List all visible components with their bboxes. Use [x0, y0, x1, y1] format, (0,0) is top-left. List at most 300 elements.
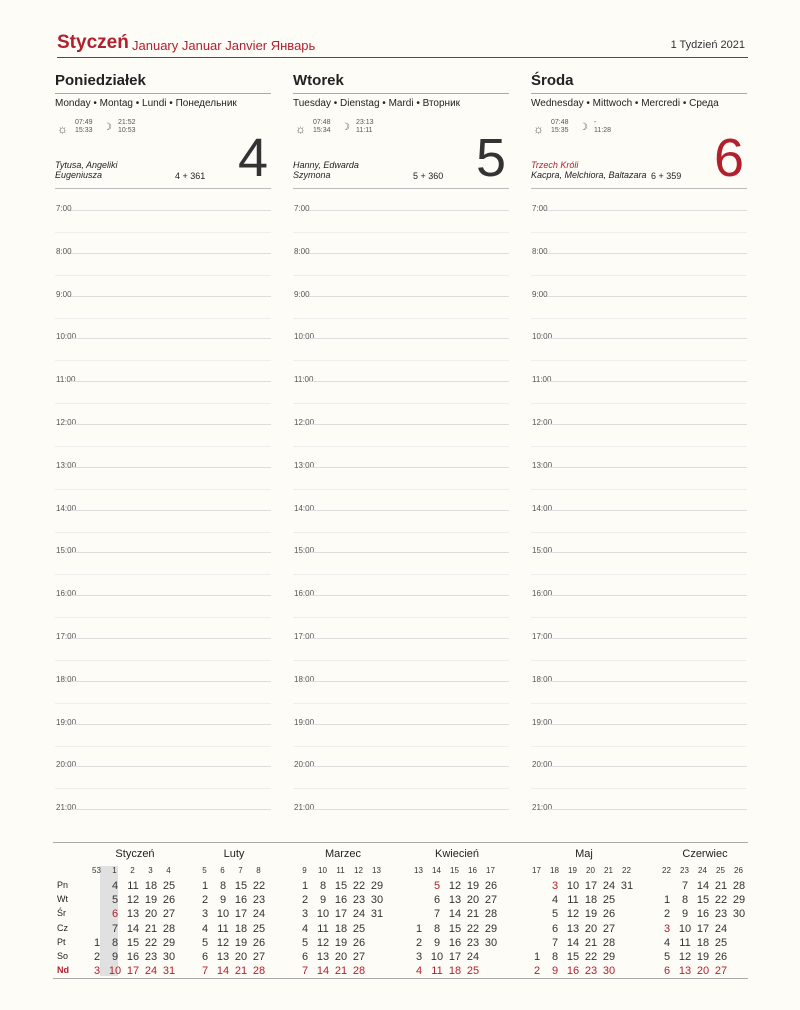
calendar-week-number: 4: [166, 866, 171, 875]
calendar-day: 20: [234, 951, 248, 963]
calendar-day: 26: [162, 894, 176, 907]
calendar-weekday-label: So: [57, 951, 69, 961]
calendar-day: 16: [334, 894, 348, 907]
calendar-day: 3: [201, 908, 209, 921]
calendar-day: 14: [126, 922, 140, 935]
calendar-day: 13: [678, 965, 692, 978]
calendar-day: 28: [484, 908, 498, 921]
slot-time-label: 14:00: [294, 503, 315, 513]
slot-line: [71, 638, 271, 639]
sun-icon: ☼: [295, 122, 306, 136]
slot-line: [547, 595, 747, 596]
time-slot[interactable]: [531, 290, 747, 333]
day-name: Środa: [531, 72, 574, 89]
slot-line: [547, 381, 747, 382]
calendar-day: 13: [448, 894, 462, 907]
calendar-day: 24: [466, 951, 480, 963]
calendar-day: 2: [533, 965, 541, 978]
slot-line: [309, 381, 509, 382]
slot-line: [547, 681, 747, 682]
calendar-day: 21: [234, 965, 248, 978]
slot-line: [71, 381, 271, 382]
time-slot[interactable]: [293, 461, 509, 504]
slot-half-line: [293, 660, 509, 661]
calendar-day: 4: [551, 894, 559, 907]
calendar-day: 28: [162, 922, 176, 935]
calendar-day: 2: [663, 908, 671, 921]
moon-icon: ☽: [579, 122, 588, 133]
slot-time-label: 20:00: [532, 760, 553, 770]
slot-line: [71, 809, 271, 810]
time-slot[interactable]: [531, 461, 747, 504]
time-slot[interactable]: [531, 760, 747, 803]
calendar-day: 18: [448, 965, 462, 978]
time-slot[interactable]: [293, 760, 509, 803]
slot-time-label: 19:00: [56, 717, 77, 727]
slot-line: [71, 296, 271, 297]
page-header: [57, 30, 748, 58]
calendar-day: 18: [584, 894, 598, 907]
time-slot[interactable]: [293, 589, 509, 632]
calendar-day: 15: [696, 894, 710, 907]
calendar-weekday-label: Pn: [57, 880, 69, 890]
calendar-day: 24: [252, 908, 266, 921]
slot-time-label: 10:00: [532, 332, 553, 342]
time-slot[interactable]: [531, 803, 747, 846]
calendar-day: 11: [317, 922, 329, 935]
time-slot[interactable]: [293, 290, 509, 333]
time-slot[interactable]: [293, 375, 509, 418]
calendar-day: 22: [144, 936, 158, 949]
time-slot[interactable]: [55, 461, 271, 504]
calendar-week-number: 24: [698, 866, 707, 875]
calendar-month-name: Luty: [223, 848, 245, 860]
slot-time-label: 14:00: [532, 503, 553, 513]
slot-line: [547, 638, 747, 639]
time-slot[interactable]: [55, 632, 271, 675]
moonrise-time: 23:13: [356, 119, 374, 126]
calendar-day: 3: [415, 951, 423, 963]
time-slot[interactable]: [531, 418, 747, 461]
day-name-divider: [531, 93, 747, 94]
slot-half-line: [531, 489, 747, 490]
slot-time-label: 20:00: [56, 760, 77, 770]
calendar-week-number: 1: [112, 866, 117, 875]
calendar-day: 1: [415, 922, 423, 935]
slot-line: [309, 210, 509, 211]
calendar-day: 18: [334, 922, 348, 935]
time-slot[interactable]: [55, 504, 271, 547]
time-slot[interactable]: [55, 803, 271, 846]
slot-half-line: [293, 446, 509, 447]
calendar-day: 20: [584, 922, 598, 935]
time-slot[interactable]: [55, 589, 271, 632]
calendar-day: 21: [466, 908, 480, 921]
calendar-day: 20: [334, 951, 348, 963]
sunrise-time: 07:48: [313, 119, 331, 126]
calendar-day: 27: [484, 894, 498, 907]
month-title: Styczeń: [57, 32, 129, 53]
day-name-divider: [55, 93, 271, 94]
calendar-top-divider: [53, 842, 748, 843]
calendar-week-number: 14: [432, 866, 441, 875]
calendar-day: 19: [584, 908, 598, 921]
calendar-week-number: 22: [662, 866, 671, 875]
calendar-week-number: 6: [220, 866, 225, 875]
calendar-day: 24: [714, 922, 728, 935]
slot-line: [71, 338, 271, 339]
calendar-weekday-label: Cz: [57, 922, 68, 933]
slot-line: [547, 338, 747, 339]
slot-time-label: 21:00: [532, 803, 553, 813]
slot-half-line: [531, 703, 747, 704]
calendar-day: 28: [602, 936, 616, 949]
time-slot[interactable]: [55, 760, 271, 803]
time-slot[interactable]: [531, 546, 747, 589]
calendar-day: 23: [252, 894, 266, 907]
slot-time-label: 11:00: [532, 375, 552, 385]
slot-half-line: [55, 788, 271, 789]
slot-line: [547, 510, 747, 511]
calendar-day: 30: [484, 936, 498, 949]
slot-time-label: 16:00: [56, 589, 77, 599]
slot-line: [309, 552, 509, 553]
calendar-day: 12: [448, 880, 462, 892]
slot-line: [71, 467, 271, 468]
calendar-day: 11: [431, 965, 443, 978]
time-slot[interactable]: [55, 418, 271, 461]
slot-half-line: [55, 489, 271, 490]
time-slot[interactable]: [531, 589, 747, 632]
calendar-day: 24: [602, 880, 616, 892]
calendar-week-number: 26: [734, 866, 743, 875]
slot-time-label: 13:00: [294, 460, 315, 470]
slot-half-line: [531, 788, 747, 789]
calendar-day: 11: [567, 894, 579, 907]
calendar-week-number: 17: [532, 866, 541, 875]
sun-times: [75, 119, 93, 135]
calendar-day: 7: [111, 922, 119, 935]
calendar-weekday-label: Pt: [57, 936, 66, 947]
calendar-day: 1: [533, 951, 541, 963]
sunset-time: 15:33: [75, 127, 93, 134]
calendar-day: 21: [144, 922, 158, 935]
calendar-week-number: 17: [486, 866, 495, 875]
names-line-1: Hanny, Edwarda: [293, 160, 359, 170]
slot-half-line: [531, 403, 747, 404]
slot-line: [547, 766, 747, 767]
calendar-day: 19: [696, 951, 710, 963]
time-slot[interactable]: [531, 332, 747, 375]
slot-time-label: 15:00: [294, 546, 315, 556]
calendar-day: 8: [219, 880, 227, 892]
calendar-day: 23: [352, 894, 366, 907]
calendar-day: 5: [663, 951, 671, 963]
calendar-day: 6: [551, 922, 559, 935]
slot-half-line: [293, 746, 509, 747]
sunrise-time: 07:49: [75, 119, 93, 126]
calendar-day: 13: [566, 922, 580, 935]
moon-icon: ☽: [341, 122, 350, 133]
sun-icon: ☼: [533, 122, 544, 136]
calendar-day: 15: [448, 922, 462, 935]
moonset-time: 11:11: [356, 127, 373, 134]
calendar-day: 16: [126, 951, 140, 963]
calendar-day: 17: [584, 880, 598, 892]
day-name-divider: [293, 93, 509, 94]
slot-half-line: [293, 318, 509, 319]
time-slot[interactable]: [531, 375, 747, 418]
calendar-day: 14: [696, 880, 710, 892]
time-slot[interactable]: [55, 675, 271, 718]
time-slot[interactable]: [55, 247, 271, 290]
calendar-day: 7: [433, 908, 441, 921]
moonset-time: 10:53: [118, 127, 136, 134]
time-slot[interactable]: [293, 632, 509, 675]
calendar-day: 8: [681, 894, 689, 907]
calendar-day: 21: [584, 936, 598, 949]
calendar-week-number: 3: [148, 866, 153, 875]
day-counter: 4 + 361: [175, 171, 206, 181]
moonrise-time: -: [594, 119, 597, 126]
calendar-day: 2: [415, 936, 423, 949]
time-slot[interactable]: [293, 332, 509, 375]
slot-half-line: [293, 489, 509, 490]
slot-line: [309, 510, 509, 511]
slot-time-label: 15:00: [532, 546, 553, 556]
slot-half-line: [531, 532, 747, 533]
calendar-day: 25: [602, 894, 616, 907]
calendar-bottom-divider: [53, 978, 748, 979]
slot-line: [71, 253, 271, 254]
slot-line: [71, 210, 271, 211]
day-number: 4: [237, 128, 268, 188]
slot-time-label: 16:00: [294, 589, 315, 599]
calendar-weekday-label: Śr: [57, 908, 66, 919]
calendar-week-number: 18: [550, 866, 559, 875]
calendar-day: 30: [162, 951, 176, 963]
slot-half-line: [293, 788, 509, 789]
calendar-day: 8: [551, 951, 559, 963]
slot-half-line: [531, 318, 747, 319]
name-days: [531, 160, 647, 180]
slot-half-line: [55, 532, 271, 533]
calendar-day: 29: [370, 880, 384, 892]
slot-time-label: 17:00: [294, 632, 315, 641]
sunrise-time: 07:48: [551, 119, 569, 126]
calendar-day: 27: [714, 965, 728, 978]
calendar-day: 29: [484, 922, 498, 935]
slot-time-label: 12:00: [532, 418, 553, 427]
calendar-week-number: 19: [568, 866, 577, 875]
slot-line: [309, 296, 509, 297]
calendar-week-number: 20: [586, 866, 595, 875]
sun-times: [313, 119, 331, 135]
time-slot[interactable]: [293, 718, 509, 761]
calendar-day: 9: [319, 894, 327, 907]
slot-half-line: [55, 617, 271, 618]
calendar-day: 10: [108, 965, 122, 978]
calendar-day: 28: [732, 880, 746, 892]
time-slot[interactable]: [531, 675, 747, 718]
slot-line: [309, 595, 509, 596]
calendar-week-number: 12: [354, 866, 363, 875]
slot-time-label: 7:00: [532, 204, 548, 213]
calendar-day: 3: [663, 922, 671, 935]
sunset-time: 15:35: [551, 127, 569, 134]
slot-time-label: 19:00: [294, 717, 315, 727]
slot-time-label: 7:00: [294, 204, 310, 213]
calendar-day: 5: [201, 936, 209, 949]
time-slot[interactable]: [55, 718, 271, 761]
slot-line: [71, 766, 271, 767]
calendar-day: 26: [714, 951, 728, 963]
slot-half-line: [293, 617, 509, 618]
slot-line: [309, 253, 509, 254]
time-slot[interactable]: [55, 290, 271, 333]
calendar-day: 2: [301, 894, 309, 907]
slot-line: [309, 638, 509, 639]
day-translations: Tuesday • Dienstag • Mardi • Вторник: [293, 98, 461, 109]
calendar-day: 20: [144, 908, 158, 921]
calendar-day: 27: [252, 951, 266, 963]
slot-time-label: 11:00: [294, 375, 314, 385]
names-line-2: Eugeniusza: [55, 170, 103, 180]
calendar-day: 22: [714, 894, 728, 907]
calendar-week-number: 10: [318, 866, 327, 875]
time-slot[interactable]: [55, 204, 271, 247]
calendar-day: 22: [584, 951, 598, 963]
calendar-day: 3: [93, 965, 101, 978]
calendar-day: 4: [201, 922, 209, 935]
calendar-day: 5: [433, 880, 441, 892]
slot-line: [309, 338, 509, 339]
calendar-day: 14: [216, 965, 230, 978]
time-slot[interactable]: [531, 632, 747, 675]
time-slot[interactable]: [293, 546, 509, 589]
time-slot[interactable]: [55, 375, 271, 418]
calendar-day: 15: [566, 951, 580, 963]
calendar-day: 17: [448, 951, 462, 963]
calendar-day: 25: [714, 936, 728, 949]
calendar-day: 9: [111, 951, 119, 963]
day-counter: 6 + 359: [651, 171, 682, 181]
slot-half-line: [293, 703, 509, 704]
calendar-day: 31: [620, 880, 634, 892]
time-slot[interactable]: [293, 247, 509, 290]
slot-time-label: 17:00: [532, 632, 553, 641]
calendar-week-number: 23: [680, 866, 689, 875]
calendar-week-number: 7: [238, 866, 243, 875]
calendar-day: 5: [111, 894, 119, 907]
calendar-week-number: 11: [336, 866, 345, 875]
calendar-day: 21: [714, 880, 728, 892]
slot-half-line: [531, 574, 747, 575]
time-slot[interactable]: [55, 546, 271, 589]
time-slot[interactable]: [293, 504, 509, 547]
calendar-day: 14: [448, 908, 462, 921]
calendar-day: 26: [352, 936, 366, 949]
calendar-day: 7: [551, 936, 559, 949]
calendar-month-name: Czerwiec: [682, 848, 728, 860]
calendar-day: 13: [316, 951, 330, 963]
moon-times: [118, 119, 136, 135]
time-slot[interactable]: [293, 675, 509, 718]
slot-line: [547, 253, 747, 254]
calendar-day: 11: [217, 922, 229, 935]
slot-half-line: [293, 275, 509, 276]
calendar-day: 23: [144, 951, 158, 963]
slot-half-line: [531, 746, 747, 747]
calendar-day: 6: [111, 908, 119, 921]
slot-time-label: 12:00: [294, 418, 315, 427]
slot-time-label: 7:00: [56, 204, 72, 213]
calendar-day: 11: [679, 936, 691, 949]
slot-half-line: [55, 232, 271, 233]
calendar-day: 14: [566, 936, 580, 949]
calendar-day: 12: [316, 936, 330, 949]
time-slot[interactable]: [293, 803, 509, 846]
calendar-week-number: 22: [622, 866, 631, 875]
calendar-day: 15: [234, 880, 248, 892]
time-slot[interactable]: [531, 504, 747, 547]
time-slot[interactable]: [531, 247, 747, 290]
slot-time-label: 8:00: [532, 246, 548, 256]
calendar-day: 27: [352, 951, 366, 963]
calendar-day: 22: [252, 880, 266, 892]
slot-half-line: [55, 275, 271, 276]
calendar-week-number: 53: [92, 866, 101, 875]
slot-line: [547, 424, 747, 425]
calendar-day: 19: [144, 894, 158, 907]
calendar-day: 10: [316, 908, 330, 921]
time-slot[interactable]: [293, 418, 509, 461]
slot-half-line: [55, 403, 271, 404]
time-slot[interactable]: [531, 204, 747, 247]
slot-time-label: 14:00: [56, 503, 77, 513]
names-divider: [55, 188, 271, 189]
calendar-day: 28: [252, 965, 266, 978]
time-slot[interactable]: [55, 332, 271, 375]
holiday-label: Trzech Króli: [531, 160, 579, 170]
moon-times: [356, 119, 374, 135]
slot-line: [547, 210, 747, 211]
calendar-day: 1: [93, 936, 101, 949]
slot-line: [547, 809, 747, 810]
week-label: 1 Tydzień 2021: [670, 39, 745, 51]
calendar-day: 13: [126, 908, 140, 921]
calendar-day: 12: [216, 936, 230, 949]
calendar-day: 18: [234, 922, 248, 935]
slot-time-label: 21:00: [56, 803, 77, 813]
calendar-day: 18: [696, 936, 710, 949]
time-slot[interactable]: [293, 204, 509, 247]
calendar-day: 29: [162, 936, 176, 949]
slot-time-label: 9:00: [294, 289, 310, 299]
slot-half-line: [55, 318, 271, 319]
slot-half-line: [293, 232, 509, 233]
calendar-day: 25: [252, 922, 266, 935]
slot-line: [71, 681, 271, 682]
slot-half-line: [293, 403, 509, 404]
names-divider: [531, 188, 747, 189]
time-slot[interactable]: [531, 718, 747, 761]
slot-time-label: 11:00: [56, 375, 76, 385]
calendar-day: 26: [484, 880, 498, 892]
calendar-day: 20: [466, 894, 480, 907]
moonset-time: 11:28: [594, 127, 611, 134]
calendar-day: 6: [663, 965, 671, 978]
